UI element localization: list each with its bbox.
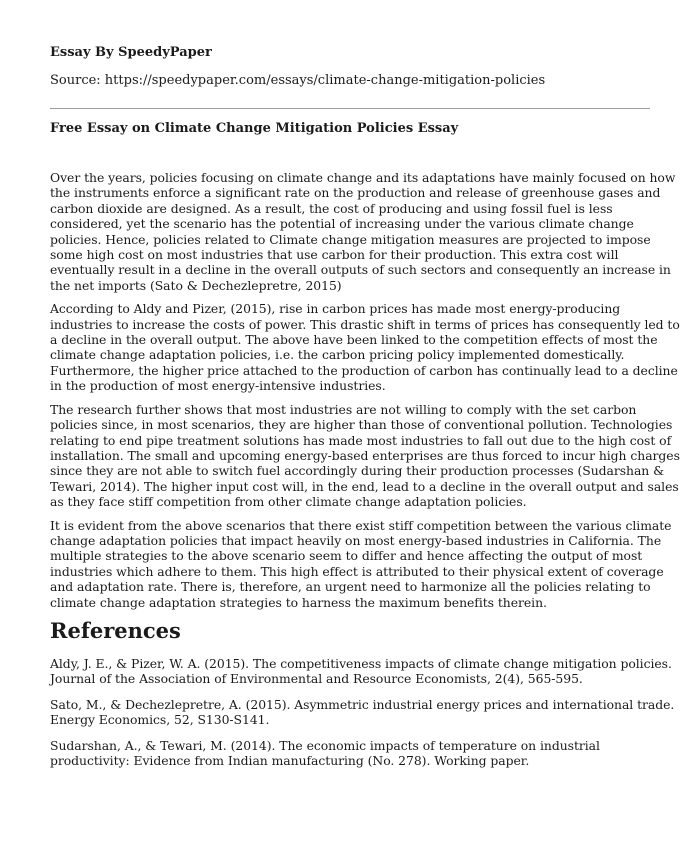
paragraph-line: and adaptation rate. There is, therefore, an urgent need to harmonize all the policies relating to — [50, 579, 651, 595]
paragraph-line: as they face stiff competition from other climate change adaptation policies. — [50, 494, 527, 510]
header-divider — [50, 108, 650, 109]
paragraph-line: Over the years, policies focusing on climate change and its adaptations have mainly focused on how — [50, 170, 676, 185]
paragraph-line: some high cost on most industries that use carbon for their production. This extra cost will — [50, 247, 619, 263]
reference-line: Sudarshan, A., & Tewari, M. (2014). The economic impacts of temperature on industrial — [50, 737, 600, 753]
references-heading: References — [50, 618, 181, 643]
paragraph-line: The research further shows that most industries are not willing to comply with the set carbon — [50, 401, 637, 417]
paragraph-line: It is evident from the above scenarios that there exist stiff competition between the various climate — [50, 517, 672, 533]
essay-paragraph — [50, 301, 680, 394]
paragraph-line: Tewari, 2014). The higher input cost will, in the end, lead to a decline in the overall output and sales — [50, 478, 679, 494]
reference-line: Aldy, J. E., & Pizer, W. A. (2015). The competitiveness impacts of climate change mitigation policies. — [50, 656, 672, 671]
reference-line: Energy Economics, 52, S130-S141. — [50, 712, 270, 728]
paragraph-line: relating to end pipe treatment solutions has made most industries to fall out due to the high cost of — [50, 432, 672, 448]
essay-paragraph — [50, 401, 680, 510]
reference-item — [50, 696, 675, 728]
paragraph-line: eventually result in a decline in the overall outputs of such sectors and consequently an increase in — [50, 262, 671, 278]
paragraph-line: in the production of most energy-intensive industries. — [50, 378, 386, 394]
paragraph-line: climate change adaptation policies, i.e. the carbon pricing policy implemented domestically. — [50, 347, 625, 363]
paragraph-line: industries to increase the costs of power. This drastic shift in terms of prices has consequently led to — [50, 316, 680, 332]
paragraph-line: Furthermore, the higher price attached to the production of carbon has continually lead to a decline — [50, 362, 678, 378]
paragraph-line: multiple strategies to the above scenario seem to differ and hence affecting the output of most — [50, 548, 643, 564]
source-line: Source: https://speedypaper.com/essays/climate-change-mitigation-policies — [50, 73, 546, 88]
paragraph-line: policies since, in most scenarios, they are higher than those of conventional pollution. Technologies — [50, 417, 673, 433]
paragraph-line: the net imports (Sato & Dechezlepretre, 2015) — [50, 277, 342, 293]
paragraph-line: considered, yet the scenario has the potential of increasing under the various climate change — [50, 216, 634, 232]
paragraph-line: carbon dioxide are designed. As a result, the cost of producing and using fossil fuel is less — [50, 200, 613, 216]
reference-item — [50, 738, 650, 769]
essay-paragraph — [50, 517, 672, 610]
reference-line: Sato, M., & Dechezlepretre, A. (2015). Asymmetric industrial energy prices and international trade. — [50, 696, 675, 712]
essay-title: Free Essay on Climate Change Mitigation Policies Essay — [50, 121, 459, 136]
reference-line: productivity: Evidence from Indian manufacturing (No. 278). Working paper. — [50, 753, 530, 769]
paragraph-line: policies. Hence, policies related to Climate change mitigation measures are projected to impose — [50, 231, 651, 247]
reference-item — [50, 656, 672, 687]
reference-line: Journal of the Association of Environmental and Resource Economists, 2(4), 565-595. — [50, 671, 583, 687]
brand-title: Essay By SpeedyPaper — [50, 45, 212, 60]
paragraph-line: the instruments enforce a significant rate on the production and release of greenhouse gases and — [50, 185, 661, 201]
paragraph-line: installation. The small and upcoming energy-based enterprises are thus forced to incur high charges — [50, 447, 680, 463]
paragraph-line: industries which adhere to them. This high effect is attributed to their physical extent of coverage — [50, 563, 664, 579]
paragraph-line: change adaptation policies that impact heavily on most energy-based industries in California. The — [50, 532, 662, 548]
paragraph-line: climate change adaptation strategies to harness the maximum benefits therein. — [50, 594, 547, 610]
paragraph-line: since they are not able to switch fuel accordingly during their production processes (Sudarshan & — [50, 463, 665, 479]
paragraph-line: a decline in the overall output. The above have been linked to the competition effects of most the — [50, 332, 658, 348]
references-list — [50, 656, 675, 778]
essay-body — [50, 170, 680, 618]
paragraph-line: According to Aldy and Pizer, (2015), rise in carbon prices has made most energy-producing — [50, 301, 621, 317]
essay-paragraph — [50, 170, 676, 293]
